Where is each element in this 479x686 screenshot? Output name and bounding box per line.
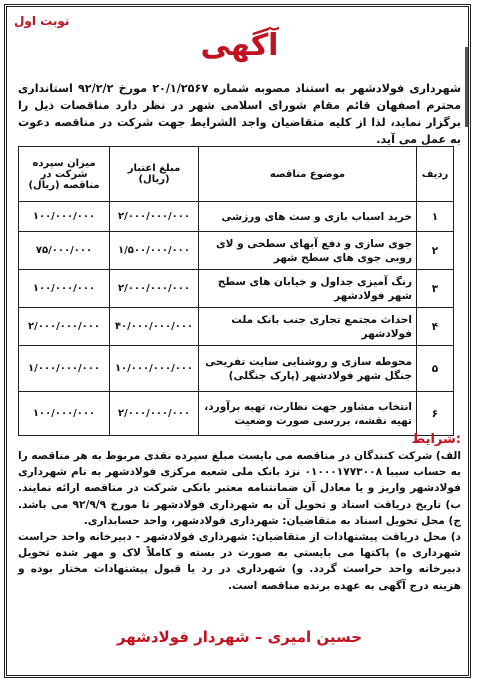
header-budget: مبلغ اعتبار (ریال) (110, 147, 199, 202)
row-number: ۱ (417, 202, 454, 232)
row-deposit: ۱/۰۰۰/۰۰۰/۰۰۰ (19, 346, 110, 392)
notice-title: آگهی (200, 28, 279, 63)
row-deposit: ۱۰۰/۰۰۰/۰۰۰ (19, 202, 110, 232)
row-budget: ۱۰/۰۰۰/۰۰۰/۰۰۰ (110, 346, 199, 392)
row-number: ۶ (417, 392, 454, 436)
row-number: ۵ (417, 346, 454, 392)
table-row (19, 308, 454, 346)
header-subject: موضوع مناقصه (199, 147, 417, 202)
table-row (19, 232, 454, 270)
table-row (19, 346, 454, 392)
table-row (19, 270, 454, 308)
row-deposit: ۱۰۰/۰۰۰/۰۰۰ (19, 270, 110, 308)
row-subject: محوطه سازی و روشنایی سایت تفریحی جنگل شهر فولادشهر (پارک جنگلی) (199, 346, 417, 392)
row-subject: احداث مجتمع تجاری جنب بانک ملت فولادشهر (199, 308, 417, 346)
row-budget: ۲/۰۰۰/۰۰۰/۰۰۰ (110, 392, 199, 436)
tenders-table (18, 146, 454, 436)
row-subject: خرید اسباب بازی و ست های ورزشی (199, 202, 417, 232)
conditions-title: شرایط: (411, 432, 461, 447)
row-number: ۲ (417, 232, 454, 270)
signature: حسین امیری – شهردار فولادشهر (116, 628, 363, 646)
row-subject: جوی سازی و دفع آبهای سطحی و لای روبی جوی های سطح شهر (199, 232, 417, 270)
row-budget: ۱/۵۰۰/۰۰۰/۰۰۰ (110, 232, 199, 270)
table-row (19, 202, 454, 232)
row-number: ۴ (417, 308, 454, 346)
row-subject: انتخاب مشاور جهت نظارت، تهیه برآورد، تهیه نقشه، بررسی صورت وضعیت (199, 392, 417, 436)
row-deposit: ۱۰۰/۰۰۰/۰۰۰ (19, 392, 110, 436)
header-row-number: ردیف (417, 147, 454, 202)
table-row (19, 392, 454, 436)
conditions-paragraph-1: الف) شرکت کنندگان در مناقصه می بایست مبلغ سپرده نقدی مربوط به هر مناقصه را به حساب سیبا ۰۱۰۰۰۱۷۷۳۰۰۸ نزد بانک ملی شعبه مرکزی فولادشهر به نام شهرداری فولادشهر واریز و یا معادل آن ضمانتنامه معتبر بانکی شرکت در مناقصه ارائه نمایند. ب) تاریخ دریافت اسناد و تحویل آن به شهرداری فولادشهر تا مورخ ۹۲/۹/۹ می باشد. ج) محل تحویل اسناد به متقاضیان: شهرداری فولادشهر، واحد حسابداری. (18, 450, 461, 527)
row-deposit: ۲/۰۰۰/۰۰۰/۰۰۰ (19, 308, 110, 346)
round-label: نوبت اول (14, 14, 70, 28)
intro-paragraph: شهرداری فولادشهر به استناد مصوبه شماره ۲۰/۱/۲۵۶۷ مورخ ۹۲/۲/۲ استانداری محترم اصفهان قائم مقام شورای اسلامی شهر در نظر دارد مناقصات ذیل را برگزار نماید، لذا از کلیه متقاضیان واجد الشرایط جهت شرکت در مناقصه دعوت به عمل می آید. (18, 82, 461, 146)
conditions-paragraph-2: د) محل دریافت پیشنهادات از متقاضیان: شهرداری فولادشهر - دبیرخانه واحد حراست شهرداری ه) پاکتها می بایستی به صورت در بسته و کاملاً لاک و مهر شده تحویل دبیرخانه واحد حراست گردد. و) شهرداری در رد یا قبول پیشنهادات مختار بوده و هزینه درج آگهی به عهده برنده مناقصه است. (18, 531, 461, 592)
conditions-body (18, 448, 461, 594)
row-subject: رنگ آمیزی جداول و خیابان های سطح شهر فولادشهر (199, 270, 417, 308)
table-header-row (19, 147, 454, 202)
header-deposit: میزان سپرده شرکت در مناقصه (ریال) (19, 147, 110, 202)
row-deposit: ۷۵/۰۰۰/۰۰۰ (19, 232, 110, 270)
row-budget: ۲/۰۰۰/۰۰۰/۰۰۰ (110, 202, 199, 232)
row-number: ۳ (417, 270, 454, 308)
row-budget: ۲/۰۰۰/۰۰۰/۰۰۰ (110, 270, 199, 308)
row-budget: ۴۰/۰۰۰/۰۰۰/۰۰۰ (110, 308, 199, 346)
